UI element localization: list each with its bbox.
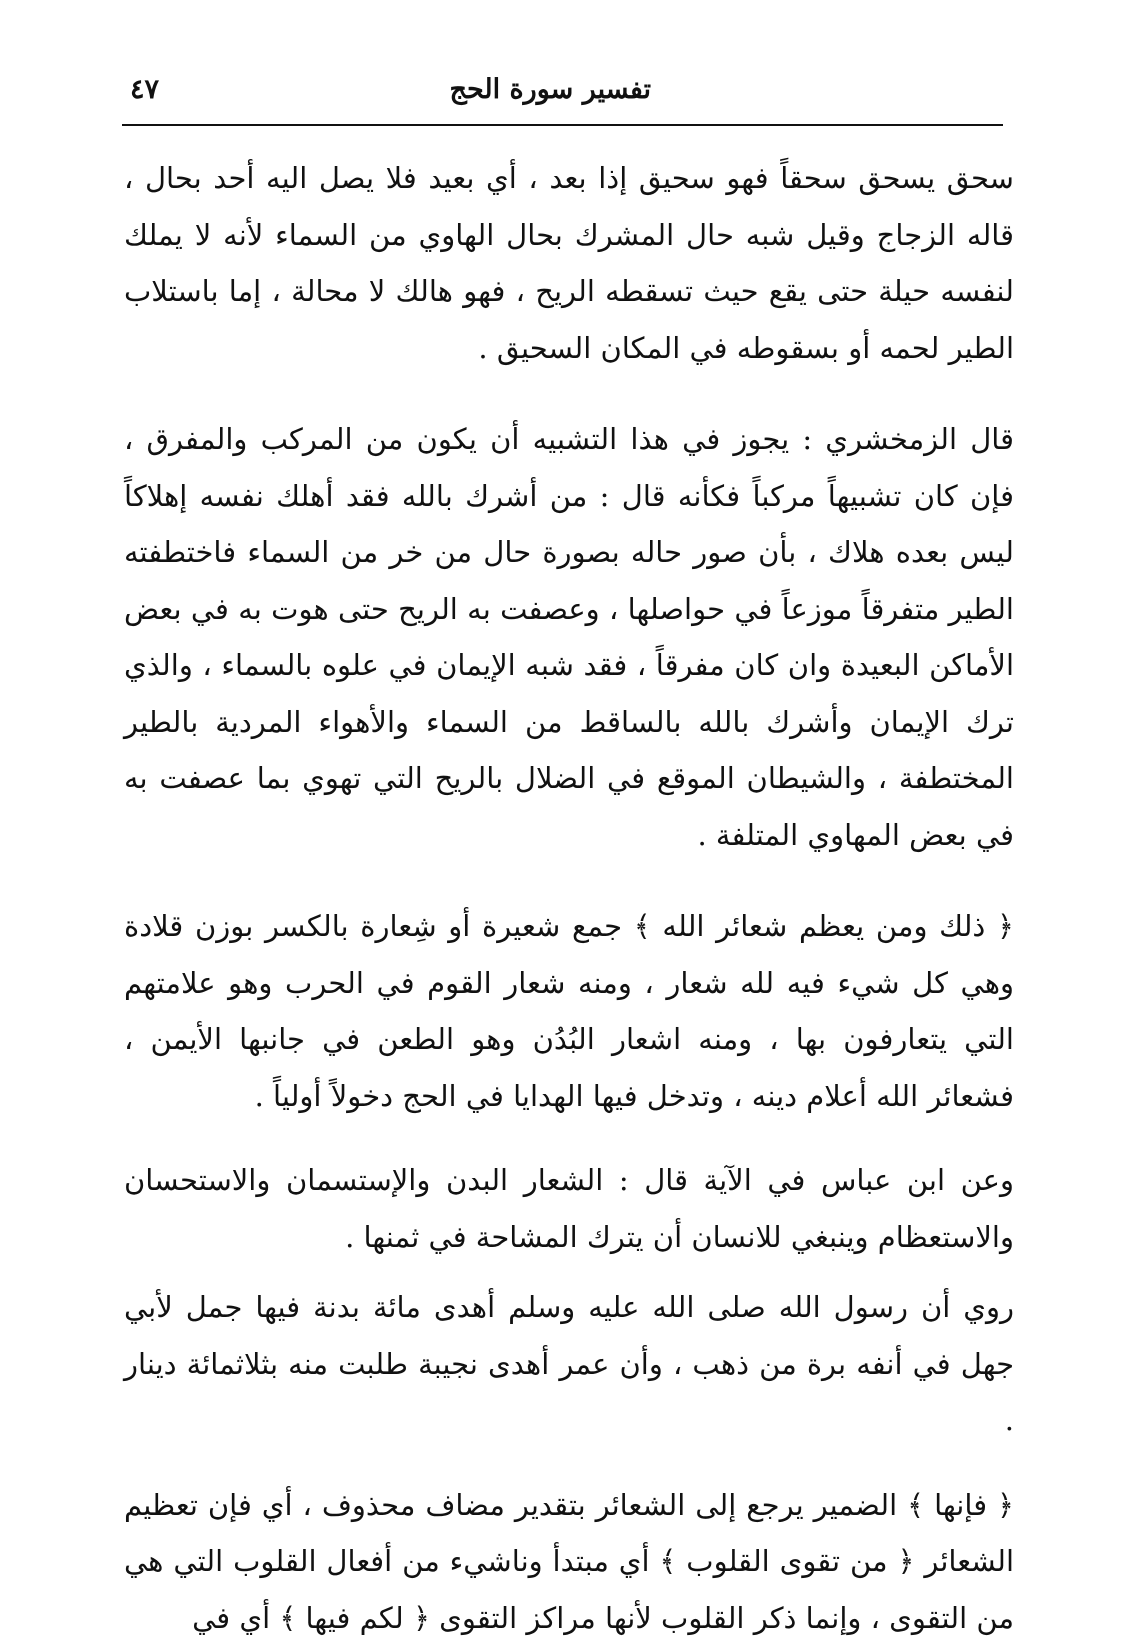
paragraph-gap xyxy=(124,863,1014,898)
running-header xyxy=(122,68,1003,118)
chapter-title: تفسير سورة الحج xyxy=(450,74,651,105)
header-divider xyxy=(122,124,1003,126)
paragraph: قال الزمخشري : يجوز في هذا التشبيه أن يكون من المركب والمفرق ، فإن كان تشبيهاً مركباً فكأنه قال : من أشرك بالله فقد أهلك نفسه إهلاكاً ليس بعده هلاك ، بأن صور حاله بصورة حال من خر من السماء فاختطفته الطير متفرقاً موزعاً في حواصلها ، وعصفت به الريح حتى هوت به في بعض الأماكن البعيدة وان كان مفرقاً ، فقد شبه الإيمان في علوه بالسماء ، والذي ترك الإيمان وأشرك بالله بالساقط من السماء والأهواء المردية بالطير المختطفة ، والشيطان الموقع في الضلال بالريح التي تهوي بما عصفت به في بعض المهاوي المتلفة . xyxy=(124,411,1014,863)
paragraph-gap xyxy=(124,1449,1014,1477)
paragraph-gap xyxy=(124,376,1014,411)
paragraph-gap xyxy=(124,1265,1014,1279)
page-number: ٤٧ xyxy=(130,74,159,105)
paragraph: وعن ابن عباس في الآية قال : الشعار البدن والإستسمان والاستحسان والاستعظام وينبغي للانسان أن يترك المشاحة في ثمنها . xyxy=(124,1152,1014,1265)
paragraph: روي أن رسول الله صلى الله عليه وسلم أهدى مائة بدنة فيها جمل لأبي جهل في أنفه برة من ذهب ، وأن عمر أهدى نجيبة طلبت منه بثلاثمائة دينار . xyxy=(124,1279,1014,1449)
paragraph-gap xyxy=(124,1124,1014,1152)
paragraph: ﴿ فإنها ﴾ الضمير يرجع إلى الشعائر بتقدير مضاف محذوف ، أي فإن تعظيم الشعائر ﴿ من تقوى القلوب ﴾ أي مبتدأ وناشيء من أفعال القلوب التي هي من التقوى ، وإنما ذكر القلوب لأنها مراكز التقوى ﴿ لكم فيها ﴾ أي في xyxy=(124,1477,1014,1646)
paragraph: سحق يسحق سحقاً فهو سحيق إذا بعد ، أي بعيد فلا يصل اليه أحد بحال ، قاله الزجاج وقيل شبه حال المشرك بحال الهاوي من السماء لأنه لا يملك لنفسه حيلة حتى يقع حيث تسقطه الريح ، فهو هالك لا محالة ، إما باستلاب الطير لحمه أو بسقوطه في المكان السحيق . xyxy=(124,150,1014,376)
paragraph: ﴿ ذلك ومن يعظم شعائر الله ﴾ جمع شعيرة أو شِعارة بالكسر بوزن قلادة وهي كل شيء فيه لله شعار ، ومنه شعار القوم في الحرب وهو علامتهم التي يتعارفون بها ، ومنه اشعار البُدُن وهو الطعن في جانبها الأيمن ، فشعائر الله أعلام دينه ، وتدخل فيها الهدايا في الحج دخولاً أولياً . xyxy=(124,898,1014,1124)
page-body xyxy=(124,150,1014,1646)
